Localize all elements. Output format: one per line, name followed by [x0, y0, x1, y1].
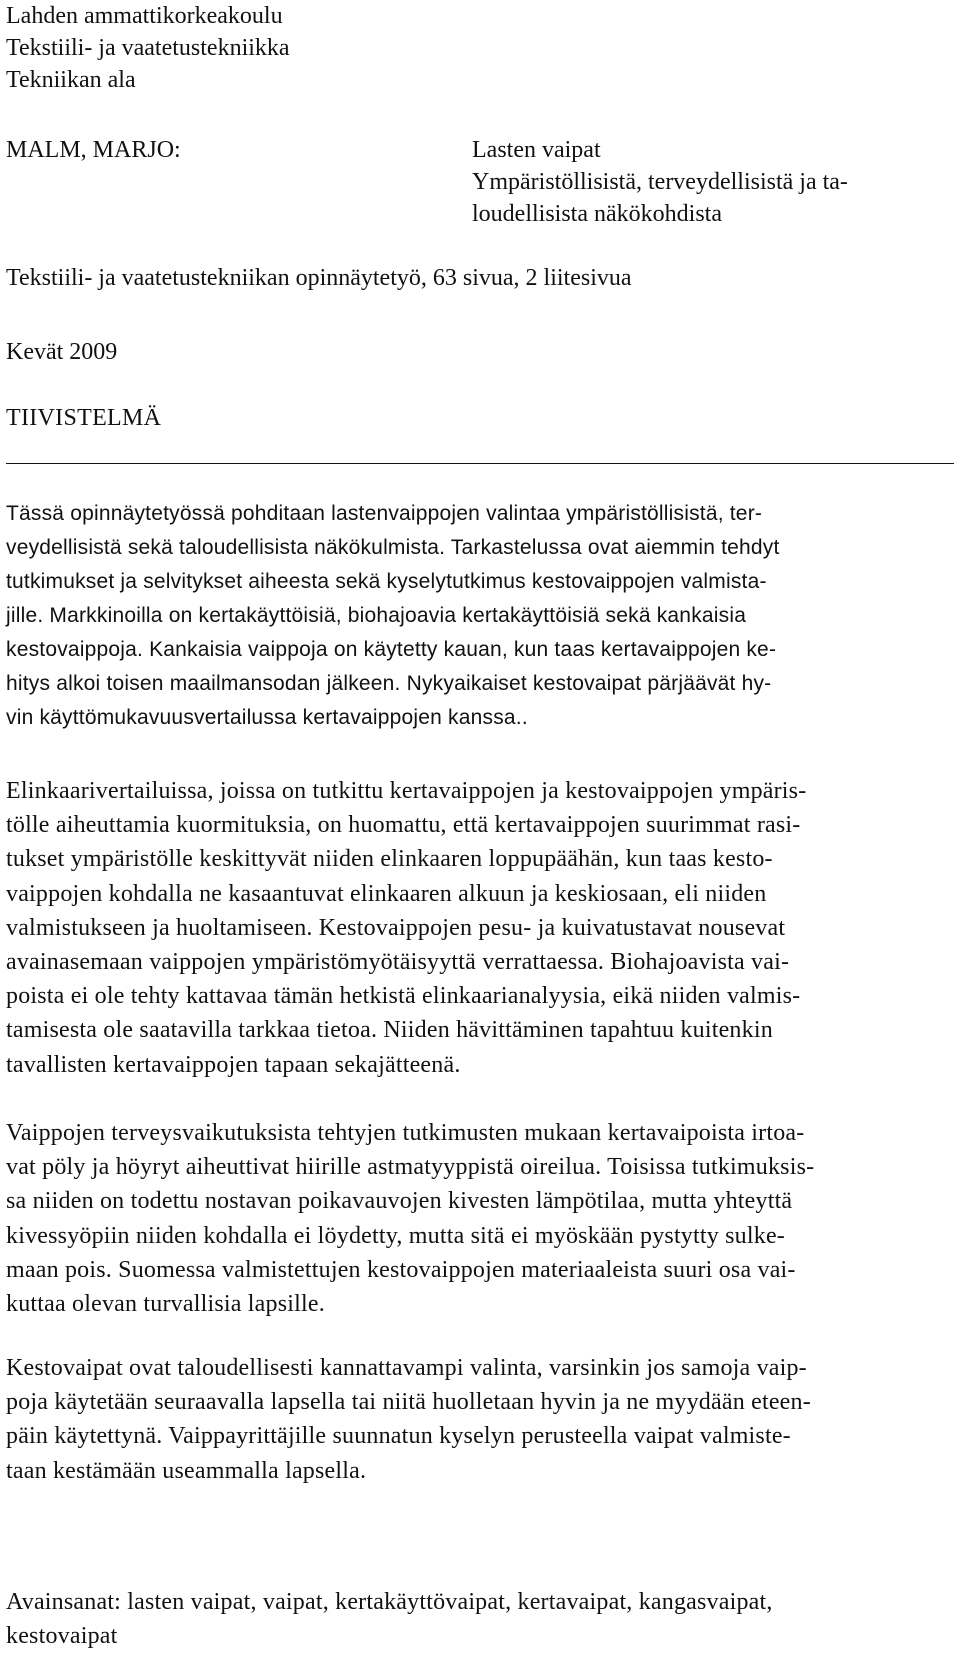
title-line: loudellisista näkökohdista — [472, 201, 722, 227]
institution-name: Lahden ammattikorkeakoulu — [6, 3, 283, 29]
keywords-line: Avainsanat: lasten vaipat, vaipat, kertakäyttövaipat, kertavaipat, kangasvaipat, — [6, 1589, 773, 1615]
paragraph-line: tukset ympäristölle keskittyvät niiden elinkaaren loppupäähän, kun taas kesto- — [6, 846, 773, 873]
paragraph-line: tamisesta ole saatavilla tarkkaa tietoa. Niiden hävittäminen tapahtuu kuitenkin — [6, 1017, 773, 1044]
abstract-paragraph-2 — [6, 774, 806, 1082]
paragraph-line: kuttaa olevan turvallisia lapsille. — [6, 1291, 325, 1318]
paragraph-line: tölle aiheuttamia kuormituksia, on huomattu, että kertavaippojen suurimmat rasi- — [6, 812, 801, 839]
abstract-heading: TIIVISTELMÄ — [6, 405, 162, 431]
season-year: Kevät 2009 — [6, 339, 118, 365]
keywords — [6, 1585, 773, 1653]
paragraph-line: vin käyttömukavuusvertailussa kertavaippojen kanssa.. — [6, 706, 528, 729]
paragraph-line: Vaippojen terveysvaikutuksista tehtyjen tutkimusten mukaan kertavaipoista irtoa- — [6, 1120, 805, 1146]
paragraph-line: Kestovaipat ovat taloudellisesti kannattavampi valinta, varsinkin jos samoja vaip- — [6, 1355, 807, 1381]
paragraph-line: taan kestämään useammalla lapsella. — [6, 1457, 367, 1484]
paragraph-line: poja käytetään seuraavalla lapsella tai niitä huolletaan hyvin ja ne myydään eteen- — [6, 1389, 811, 1416]
title-line: Ympäristöllisistä, terveydellisistä ja ta- — [472, 169, 848, 195]
paragraph-line: vat pöly ja höyryt aiheuttivat hiirille astmatyyppistä oireilua. Toisissa tutkimuksis- — [6, 1154, 815, 1181]
thesis-title — [472, 134, 848, 230]
paragraph-line: tavallisten kertavaippojen tapaan sekajätteenä. — [6, 1051, 461, 1078]
abstract-paragraph-4 — [6, 1351, 811, 1488]
paragraph-line: sa niiden on todettu nostavan poikavauvojen kivesten lämpötilaa, mutta yhteyttä — [6, 1188, 793, 1215]
paragraph-line: Tässä opinnäytetyössä pohditaan lastenvaippojen valintaa ympäristöllisistä, ter- — [6, 502, 763, 525]
paragraph-line: vaippojen kohdalla ne kasaantuvat elinkaaren alkuun ja keskiosaan, eli niiden — [6, 880, 767, 907]
keywords-line: kestovaipat — [6, 1623, 118, 1649]
abstract-paragraph-3 — [6, 1116, 814, 1321]
paragraph-line: maan pois. Suomessa valmistettujen kestovaippojen materiaaleista suuri osa vai- — [6, 1256, 796, 1283]
field-of-study: Tekniikan ala — [6, 67, 136, 93]
paragraph-line: poista ei ole tehty kattavaa tämän hetkistä elinkaarianalyysia, eikä niiden valmis- — [6, 983, 801, 1010]
paragraph-line: jille. Markkinoilla on kertakäyttöisiä, biohajoavia kertakäyttöisiä sekä kankaisia — [6, 604, 747, 627]
abstract-paragraph-1 — [6, 497, 780, 735]
title-line: Lasten vaipat — [472, 137, 601, 163]
paragraph-line: valmistukseen ja huoltamiseen. Kestovaippojen pesu- ja kuivatustavat nousevat — [6, 914, 786, 941]
paragraph-line: veydellisistä sekä taloudellisista näkökulmista. Tarkastelussa ovat aiemmin tehdyt — [6, 536, 780, 559]
paragraph-line: Elinkaarivertailuissa, joissa on tutkittu kertavaippojen ja kestovaippojen ympäris- — [6, 778, 807, 804]
paragraph-line: avainasemaan vaippojen ympäristömyötäisyyttä verrattaessa. Biohajoavista vai- — [6, 949, 790, 976]
author-name: MALM, MARJO: — [6, 137, 181, 163]
divider-line — [6, 463, 954, 464]
paragraph-line: tutkimukset ja selvitykset aiheesta sekä kyselytutkimus kestovaippojen valmista- — [6, 570, 767, 593]
paragraph-line: kestovaippoja. Kankaisia vaippoja on käytetty kauan, kun taas kertavaippojen ke- — [6, 638, 777, 661]
paragraph-line: hitys alkoi toisen maailmansodan jälkeen. Nykyaikaiset kestovaipat pärjäävät hy- — [6, 672, 772, 695]
paragraph-line: päin käytettynä. Vaippayrittäjille suunnatun kyselyn perusteella vaipat valmiste- — [6, 1423, 791, 1450]
header-block — [6, 0, 290, 96]
degree-program: Tekstiili- ja vaatetustekniikka — [6, 35, 290, 61]
paragraph-line: kivessyöpiin niiden kohdalla ei löydetty, mutta sitä ei myöskään pystytty sulke- — [6, 1222, 785, 1249]
thesis-info: Tekstiili- ja vaatetustekniikan opinnäytetyö, 63 sivua, 2 liitesivua — [6, 265, 632, 291]
